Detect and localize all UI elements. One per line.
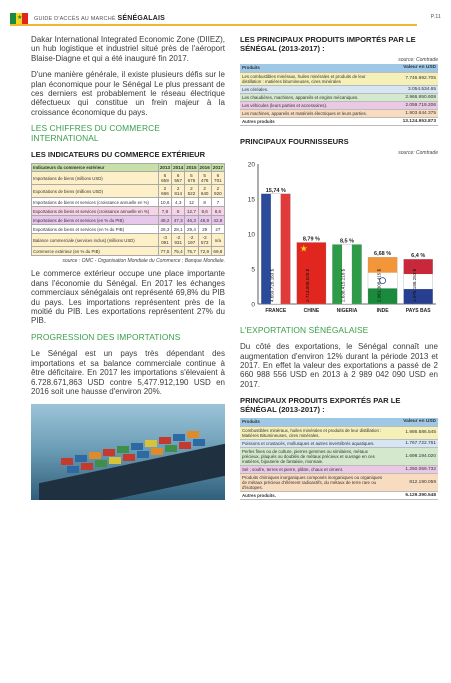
row-value: 7,8 bbox=[158, 207, 171, 216]
bar-value-label: 6,4 % bbox=[411, 252, 426, 259]
row-label: Commerce extérieur (en % du PIB) bbox=[32, 247, 159, 256]
product-label: Les chaudières, machines, appareils et engins mécaniques. bbox=[240, 93, 388, 101]
table-header-cell: Valeur en USD bbox=[388, 418, 438, 426]
row-value: 27 bbox=[211, 225, 224, 234]
senegal-flag-icon: ★ bbox=[10, 13, 28, 24]
table-row bbox=[32, 234, 225, 247]
product-label: Sel ; soufre, terres et pierre, plâtre, chaux et ciment. bbox=[240, 465, 388, 473]
section-title-imports: PROGRESSION DES IMPORTATIONS bbox=[31, 331, 181, 342]
bar-paysbas-stripe bbox=[404, 274, 433, 289]
product-value: 2.059.719.206 bbox=[388, 101, 438, 109]
row-value: 10,6 bbox=[158, 198, 171, 207]
product-label: Les véhicules (leurs parties et accessoires). bbox=[240, 101, 388, 109]
table-header-cell: 2016 bbox=[199, 165, 210, 171]
imports-table-title: LES PRINCIPAUX PRODUITS IMPORTÉS PAR LE SÉNÉGAL (2013-2017) : bbox=[240, 35, 416, 53]
indicators-table bbox=[31, 163, 225, 256]
exports-paragraph: Du côté des exportations, le Sénégal connaît une augmentation d'environ 12% durant la période 2013 et 2017. En effet la valeur des exportations a passé de 2 660 988 556 USD en 2013 à 2 989 042 090 USD en 2017. bbox=[240, 342, 438, 389]
product-value: 812.190.059 bbox=[388, 473, 438, 491]
row-value: -2 573 bbox=[198, 234, 211, 247]
table-row bbox=[240, 491, 438, 499]
product-label: Combustibles minéraux, huiles minérales et produits de leur distillation : Matières Bitumineuses, cires minérales. bbox=[240, 426, 388, 439]
suppliers-chart bbox=[240, 150, 438, 320]
row-label: Exportations de biens et services (en % du PIB) bbox=[32, 225, 159, 234]
table-row bbox=[240, 85, 438, 93]
page-number: P.11 bbox=[430, 14, 441, 20]
bar-amount-label: 2.061.308.415 $ bbox=[376, 268, 382, 302]
row-label: Importations de biens et services (croissance annuelle en %) bbox=[32, 198, 159, 207]
row-value: -2 197 bbox=[185, 234, 198, 247]
bar-value-label: 8,79 % bbox=[302, 235, 320, 242]
product-value: 3.054.534.65 bbox=[388, 85, 438, 93]
right-column bbox=[240, 35, 438, 500]
product-value: 1.698.194.020 bbox=[388, 447, 438, 465]
table-header-cell: 2015 bbox=[186, 165, 197, 171]
bar-inde-stripe bbox=[368, 257, 397, 273]
challenges-paragraph: D'une manière générale, il existe plusieurs défis sur le plan économique pour le Sénégal Le plus pressant de ces derniers est probablement le réseau électrique défectueux qui constitue un frein majeur à la croissance économique du pays. bbox=[31, 70, 225, 117]
section-title-exports: L'EXPORTATION SÉNÉGALAISE bbox=[240, 324, 369, 335]
row-label: Exportations de biens (millions USD) bbox=[32, 185, 159, 198]
row-value: 2 814 bbox=[172, 185, 185, 198]
table-row bbox=[32, 198, 225, 207]
table-row bbox=[240, 101, 438, 109]
row-value: 2 920 bbox=[211, 185, 224, 198]
table-header-cell: Produits bbox=[240, 418, 388, 426]
row-value: -3 091 bbox=[158, 234, 171, 247]
suppliers-chart-svg bbox=[240, 150, 438, 320]
page-header bbox=[10, 12, 441, 24]
table-row bbox=[32, 172, 225, 185]
product-label: Les combustibles minéraux, huiles minérales et produits de leur distillation : matières bitumineuses, cires minérales bbox=[240, 72, 388, 85]
table-header-row bbox=[240, 64, 438, 72]
suppliers-chart-title: PRINCIPAUX FOURNISSEURS bbox=[240, 136, 349, 146]
category-label: FRANCE bbox=[265, 307, 287, 314]
left-column bbox=[31, 35, 225, 500]
row-label: Exportations de biens et services (croissance annuelle en %) bbox=[32, 207, 159, 216]
section-title-trade: LES CHIFFRES DU COMMERCE INTERNATIONAL bbox=[31, 123, 160, 143]
row-value: 5 478 bbox=[198, 172, 211, 185]
category-label: INDE bbox=[376, 307, 389, 314]
row-value: 75,4 bbox=[172, 247, 185, 256]
product-label: Perles fines ou de culture, pierres gemmes ou similaires, métaux précieux, plaqués ou doublés de métaux précieux et ouvrage en ces matières, bijouterie de fantaisie, monnaie. bbox=[240, 447, 388, 465]
row-value: 12,7 bbox=[185, 207, 198, 216]
bar-value-label: 15,74 % bbox=[265, 187, 286, 194]
table-header-cell: 2014 bbox=[173, 165, 184, 171]
intro-paragraph: Dakar International Integrated Economic Zone (DIIEZ), un hub logistique et industriel situé près de l'aéroport Blaise-Diagne et qui a été inauguré fin 2017. bbox=[31, 35, 225, 63]
row-value: 72,9 bbox=[198, 247, 211, 256]
bar-inde-stripe bbox=[368, 288, 397, 304]
trade-paragraph: Le commerce extérieur occupe une place importante dans l'économie du Sénégal. En 2017 les échanges commerciaux sénégalais ont représenté 69,8% du PIB du pays. Les importations représentent près de la moitié du PIB. Les exportations représentent 27% du PIB. bbox=[31, 269, 225, 326]
row-value: 47,3 bbox=[172, 216, 185, 225]
table-row bbox=[240, 439, 438, 447]
table-header-row bbox=[240, 418, 438, 426]
product-label: Les machines, appareils et matériels électriques et leurs parties. bbox=[240, 109, 388, 117]
row-value: 46,3 bbox=[185, 216, 198, 225]
category-label: CHINE bbox=[303, 307, 320, 314]
row-value: 2 666 bbox=[158, 185, 171, 198]
y-tick-label: 20 bbox=[247, 161, 255, 168]
table-row bbox=[32, 185, 225, 198]
bar-amount-label: 1.975.188.253 $ bbox=[411, 268, 417, 302]
y-tick-label: 0 bbox=[251, 301, 255, 308]
table-row bbox=[240, 447, 438, 465]
row-value: 45,9 bbox=[198, 216, 211, 225]
row-value: 8,6 bbox=[211, 207, 224, 216]
product-value: 1.250.059.732 bbox=[388, 465, 438, 473]
row-value: 4,3 bbox=[172, 198, 185, 207]
suppliers-source: source: Comtrade bbox=[398, 149, 438, 156]
row-label: Importations de biens (millions USD) bbox=[32, 172, 159, 185]
y-tick-label: 10 bbox=[247, 231, 255, 238]
header-title bbox=[34, 15, 165, 22]
row-value: 77,5 bbox=[158, 247, 171, 256]
y-tick-label: 5 bbox=[251, 266, 255, 273]
imports-paragraph: Le Sénégal est un pays très dépendant des importations et sa balance commerciale continue à être déficitaire. En 2017 les importations s'élevaient à 6.728.671,863 USD contre 5,477.912,190 USD en 2016 soit une hausse d'environ 20%. bbox=[31, 349, 225, 397]
indicators-source: source : OMC - Organisation Mondiale du Commerce ; Banque Mondiale. bbox=[62, 258, 225, 265]
table-row bbox=[240, 473, 438, 491]
y-tick-label: 15 bbox=[247, 196, 255, 203]
product-label: Les céréales. bbox=[240, 85, 388, 93]
star-icon: ★ bbox=[299, 242, 308, 253]
row-value: n/a bbox=[211, 234, 224, 247]
row-value: 6 701 bbox=[211, 172, 224, 185]
product-value: 7.746.992.705 bbox=[388, 72, 438, 85]
product-label: Produits chimiques inorganiques composés inorganiques ou organiques de métaux précieux d'élément radioactifs, du métaux de terre rare ou d'isotopes. bbox=[240, 473, 388, 491]
table-row bbox=[240, 93, 438, 101]
row-value: 28,1 bbox=[172, 225, 185, 234]
table-row bbox=[32, 207, 225, 216]
row-value: 12 bbox=[185, 198, 198, 207]
table-row bbox=[240, 426, 438, 439]
row-value: 8 bbox=[198, 198, 211, 207]
row-value: 5 bbox=[172, 207, 185, 216]
table-header-cell: Produits bbox=[240, 64, 388, 72]
row-value: 69,8 bbox=[211, 247, 224, 256]
table-row bbox=[32, 247, 225, 256]
table-row bbox=[240, 117, 438, 125]
row-label: Balance commerciale (services inclus) (millions USD) bbox=[32, 234, 159, 247]
row-value: 75,7 bbox=[185, 247, 198, 256]
table-header-cell: 2017 bbox=[212, 165, 223, 171]
product-value: 6.129.390.548 bbox=[388, 491, 438, 499]
table-row bbox=[32, 225, 225, 234]
container-ship-image bbox=[31, 404, 225, 500]
header-country: SÉNÉGALAIS bbox=[117, 14, 165, 22]
row-label: Importations de biens et services (en % du PIB) bbox=[32, 216, 159, 225]
table-header-cell: Indicateurs du commerce extérieur bbox=[32, 164, 159, 172]
bar-inde-stripe bbox=[368, 272, 397, 288]
row-value: 42,8 bbox=[211, 216, 224, 225]
table-row bbox=[32, 216, 225, 225]
bar-paysbas-stripe bbox=[404, 289, 433, 304]
category-label: NIGERIA bbox=[336, 307, 358, 314]
exports-table bbox=[240, 418, 438, 500]
table-header-row bbox=[32, 164, 225, 172]
imports-table bbox=[240, 64, 438, 126]
product-value: 1.986.586.545 bbox=[388, 426, 438, 439]
row-value: 6 659 bbox=[158, 172, 171, 185]
bar-value-label: 8,5 % bbox=[339, 238, 355, 244]
bar-value-label: 6,68 % bbox=[374, 250, 392, 257]
bar-amount-label: 4.659.728.163 $ bbox=[269, 268, 275, 302]
table-row bbox=[240, 109, 438, 117]
row-value: 2 522 bbox=[185, 185, 198, 198]
row-value: 49,2 bbox=[158, 216, 171, 225]
product-label: Autres produits. bbox=[240, 491, 388, 499]
row-value: 28,3 bbox=[158, 225, 171, 234]
row-value: 2 640 bbox=[198, 185, 211, 198]
bar-amount-label: 2.638.415.218 $ bbox=[340, 268, 346, 302]
table-header-cell: 2013 bbox=[159, 165, 171, 171]
product-value: 1.767.722.761 bbox=[388, 439, 438, 447]
product-label: Autres produits bbox=[240, 117, 388, 125]
row-value: 7 bbox=[211, 198, 224, 207]
row-value: 8,6 bbox=[198, 207, 211, 216]
bar-nigeria-stripe bbox=[352, 244, 362, 304]
bar-paysbas-stripe bbox=[404, 259, 433, 274]
row-value: 6 557 bbox=[172, 172, 185, 185]
header-prefix: GUIDE D'ACCÈS AU MARCHÉ bbox=[34, 15, 116, 22]
category-label: PAYS BAS bbox=[405, 307, 431, 314]
product-value: 13.124.953.873 bbox=[388, 117, 438, 125]
bar-amount-label: 2.713.008.528 $ bbox=[305, 268, 311, 302]
imports-source: source: Comtrade bbox=[398, 57, 438, 63]
row-value: 29 bbox=[198, 225, 211, 234]
product-label: Poissons et crustacés, mollusques et autres invertébrés aquatiques. bbox=[240, 439, 388, 447]
table-row bbox=[240, 72, 438, 85]
row-value: 29,4 bbox=[185, 225, 198, 234]
product-value: 2.966.950.608 bbox=[388, 93, 438, 101]
table-row bbox=[240, 465, 438, 473]
row-value: 5 675 bbox=[185, 172, 198, 185]
product-value: 1.903.644.375 bbox=[388, 109, 438, 117]
row-value: -2 931 bbox=[172, 234, 185, 247]
table-header-cell: Valeur en USD bbox=[388, 64, 438, 72]
indicators-table-title: LES INDICATEURS DU COMMERCE EXTÉRIEUR bbox=[31, 150, 206, 160]
header-rule bbox=[10, 24, 417, 26]
bar-france-stripe bbox=[281, 193, 291, 303]
exports-table-title: PRINCIPAUX PRODUITS EXPORTÉS PAR LE SÉNÉGAL (2013-2017) : bbox=[240, 396, 401, 415]
